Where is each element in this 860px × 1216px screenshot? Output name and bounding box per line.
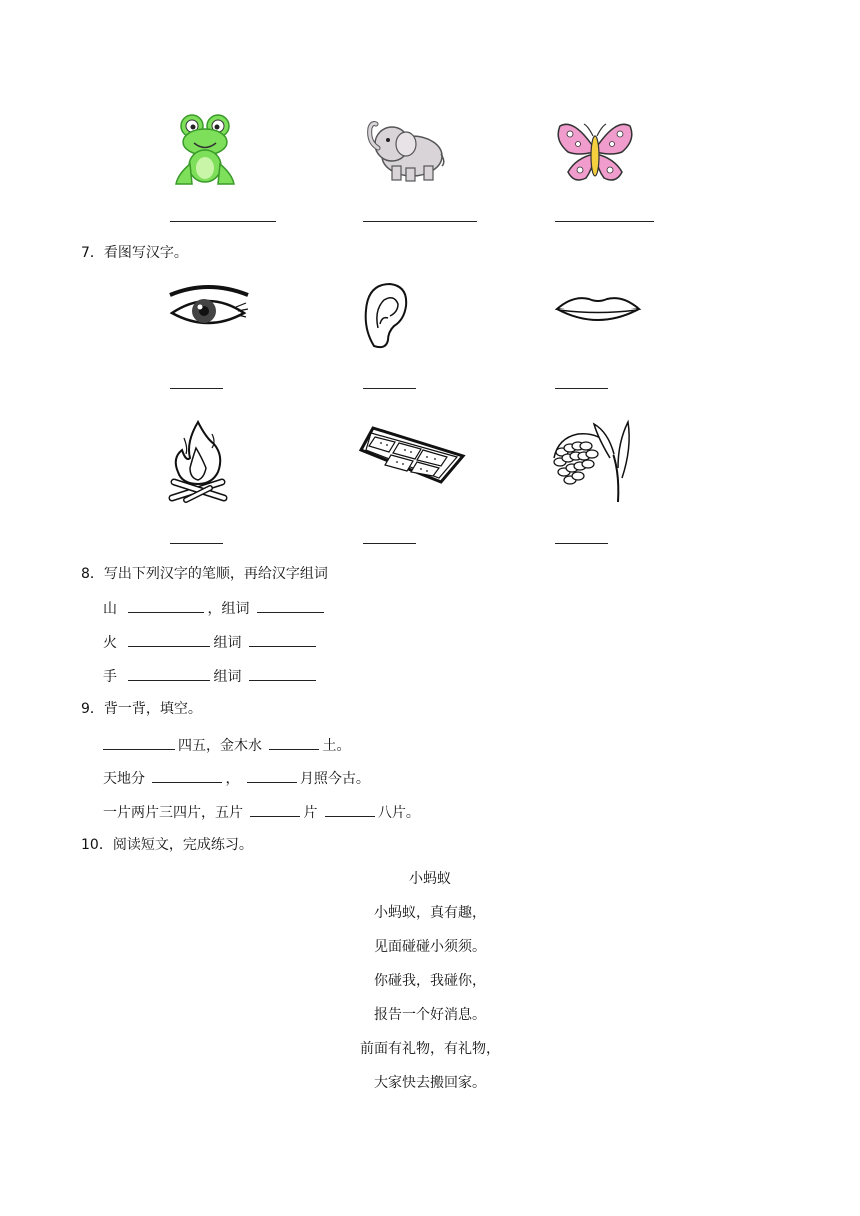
recite-text: 八片。 [377,805,420,821]
word-blank[interactable] [249,633,316,647]
frog-picture [170,112,240,188]
recite-text: 天地分 [103,771,145,787]
recite-text: 月照今古。 [299,771,370,787]
answer-blank-fire[interactable] [170,543,223,544]
word-blank[interactable] [257,599,324,613]
character: 火 [103,635,117,651]
stroke-order-blank[interactable] [128,633,210,647]
stroke-order-row-shan [103,599,327,617]
answer-blank-rice[interactable] [555,543,608,544]
answer-blank-butterfly[interactable] [555,221,654,222]
recite-text: 四五，金木水 [178,738,262,754]
recite-line-2 [103,769,370,787]
answer-blank-ear[interactable] [363,388,416,389]
stroke-order-blank[interactable] [128,667,210,681]
recite-text: 片 [303,805,318,821]
word-label: 组词 [213,635,242,651]
word-label: 组词 [213,669,242,685]
recite-text: ， [225,771,240,787]
answer-blank-frog[interactable] [170,221,276,222]
poem-line: 前面有礼物，有礼物， [360,1041,500,1057]
fill-blank[interactable] [103,736,175,750]
question-10-title: 10．阅读短文，完成练习。 [81,837,253,853]
fill-blank[interactable] [247,769,297,783]
eye-picture [166,283,252,333]
poem-title: 小蚂蚁 [409,871,451,887]
word-blank[interactable] [249,667,316,681]
mouth-picture [553,293,643,327]
character: 山 [103,601,117,617]
answer-blank-field[interactable] [363,543,416,544]
fire-picture [166,418,230,504]
character: 手 [103,669,117,685]
poem-line: 大家快去搬回家。 [374,1075,486,1091]
answer-blank-mouth[interactable] [555,388,608,389]
stroke-order-row-shou [103,667,319,685]
answer-blank-eye[interactable] [170,388,223,389]
fill-blank[interactable] [250,803,300,817]
question-9-title: 9．背一背，填空。 [81,701,202,717]
answer-blank-elephant[interactable] [363,221,477,222]
stroke-order-row-huo [103,633,319,651]
poem-line: 报告一个好消息。 [374,1007,486,1023]
recite-line-3 [103,803,420,821]
poem-line: 你碰我，我碰你， [374,973,486,989]
butterfly-picture [554,118,636,188]
elephant-picture [362,118,448,184]
word-label: ，组词 [207,601,250,617]
question-7-title: 7．看图写汉字。 [81,245,188,261]
field-picture [357,424,467,486]
recite-line-1 [103,736,350,754]
poem-line: 见面碰碰小须须。 [374,939,486,955]
question-8-title: 8．写出下列汉字的笔顺，再给汉字组词 [81,566,328,582]
ear-picture [362,280,412,352]
recite-text: 一片两片三四片，五片 [103,805,243,821]
fill-blank[interactable] [325,803,375,817]
recite-text: 土。 [322,738,351,754]
rice-picture [548,418,634,504]
fill-blank[interactable] [269,736,319,750]
fill-blank[interactable] [152,769,222,783]
stroke-order-blank[interactable] [128,599,204,613]
poem-line: 小蚂蚁，真有趣， [374,905,486,921]
